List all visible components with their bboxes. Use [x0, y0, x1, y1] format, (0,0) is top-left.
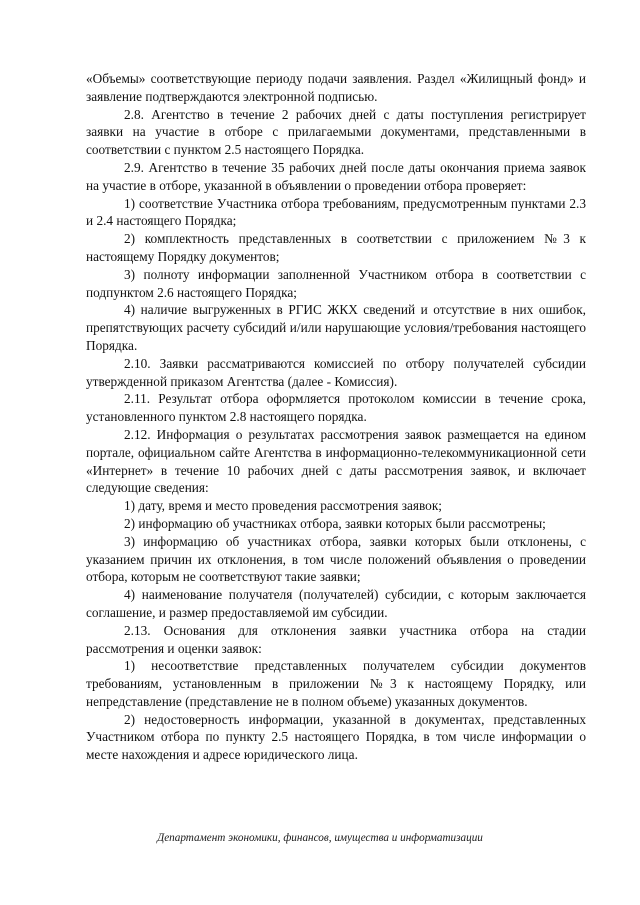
list-item-2-9-2: 2) комплектность представленных в соответствии с приложением №3 к настоящему Порядку документов; — [86, 231, 586, 264]
list-item-2-9-1: 1) соответствие Участника отбора требованиям, предусмотренным пунктами 2.3 и 2.4 настоящего Порядка; — [86, 195, 586, 229]
list-item-2-12-2: 2) информацию об участниках отбора, заявки которых были рассмотрены; — [124, 515, 546, 531]
paragraph-2-9: 2.9. Агентство в течение 35 рабочих дней после даты окончания приема заявок на участие в отборе, указанной в объявлении о проведении отбора проверяет: — [86, 159, 586, 193]
paragraph-2-12: 2.12. Информация о результатах рассмотрения заявок размещается на едином портале, официальном сайте Агентства в информационно-телекоммуникационной сети «Интернет» в течение 10 рабочих дней с даты рассмотрения заявок, и включает следующие сведения: — [86, 426, 586, 496]
list-item-2-12-4: 4) наименование получателя (получателей) субсидии, с которым заключается соглашение, и размер предоставляемой им субсидии. — [86, 587, 586, 620]
paragraph-2-10: 2.10. Заявки рассматриваются комиссией по отбору получателей субсидии утвержденной приказом Агентства (далее - Комиссия). — [86, 355, 586, 389]
paragraph-2-13: 2.13. Основания для отклонения заявки участника отбора на стадии рассмотрения и оценки заявок: — [86, 622, 586, 656]
list-item-2-13-2: 2) недостоверность информации, указанной в документах, представленных Участником отбора по пункту 2.5 настоящего Порядка, в том числе информации о месте нахождения и адресе юридического лица. — [86, 711, 586, 763]
list-item-2-12-3: 3) информацию об участниках отбора, заявки которых были отклонены, с указанием причин их отклонения, в том числе положений объявления о проведении отбора, которым не соответствуют такие заявки; — [86, 533, 586, 585]
paragraph-2-11: 2.11. Результат отбора оформляется протоколом комиссии в течение срока, установленного пунктом 2.8 настоящего порядка. — [86, 391, 586, 425]
page-footer: Департамент экономики, финансов, имущества и информатизации — [157, 832, 483, 844]
list-item-2-9-4: 4) наличие выгруженных в РГИС ЖКХ сведений и отсутствие в них ошибок, препятствующих расчету субсидий и/или нарушающие условия/требования настоящего Порядка. — [86, 302, 586, 353]
list-item-2-12-1: 1) дату, время и место проведения рассмотрения заявок; — [124, 498, 442, 514]
document-body — [86, 70, 586, 764]
paragraph-continuation: «Объемы» соответствующие периоду подачи заявления. Раздел «Жилищный фонд» и заявление подтверждаются электронной подписью. — [86, 71, 586, 104]
list-item-2-9-3: 3) полноту информации заполненной Участником отбора в соответствии с подпунктом 2.6 настоящего Порядка; — [86, 266, 586, 300]
paragraph-2-8: 2.8. Агентство в течение 2 рабочих дней с даты поступления регистрирует заявки на участие в отборе с прилагаемыми документами, представленными в соответствии с пунктом 2.5 настоящего Порядка. — [86, 106, 586, 158]
list-item-2-13-1: 1) несоответствие представленных получателем субсидии документов требованиям, установленным в приложении №3 к настоящему Порядку, или непредставление (представление не в полном объеме) указанных документов. — [86, 658, 586, 709]
